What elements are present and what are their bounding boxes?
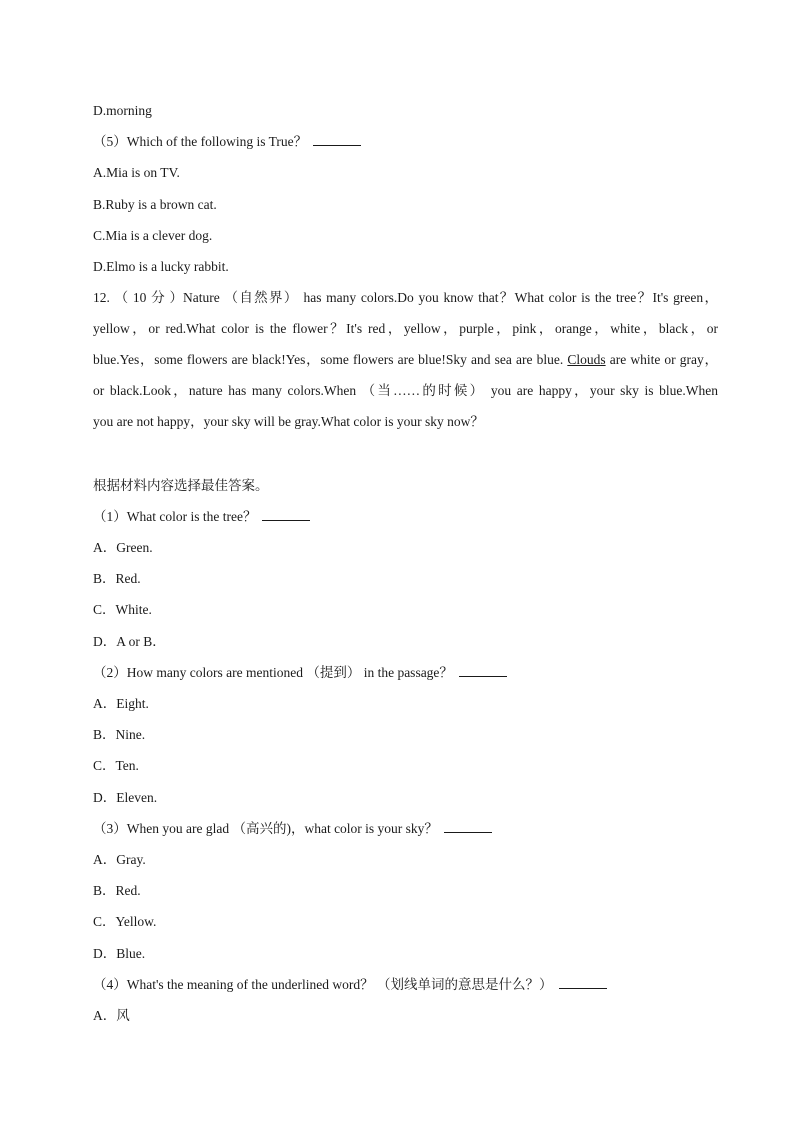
q1-option-a: A．Green. (93, 540, 153, 555)
q3-stem: （3）When you are glad （高兴的)，what color is your sky？ (93, 820, 492, 838)
q4-option-a: A．风 (93, 1008, 130, 1023)
passage-line-3: blue.Yes，some flowers are black!Yes，some flowers are blue!Sky and sea are blue. Clouds are white or gray， (93, 352, 719, 367)
instruction: 根据材料内容选择最佳答案。 (93, 478, 269, 493)
q2-option-d: D．Eleven. (93, 790, 158, 805)
q12-number: 12.（10分） (93, 290, 183, 305)
passage-line-5: you are not happy，your sky will be gray.What color is your sky now？ (93, 414, 484, 429)
answer-blank[interactable] (262, 508, 310, 521)
q2-option-b: B．Nine. (93, 727, 146, 742)
prev-q5-option-c: C.Mia is a clever dog. (93, 228, 213, 243)
passage-line-2: yellow，or red.What color is the flower？It's red，yellow，purple，pink，orange，white，black，or (93, 321, 718, 336)
prev-q5-option-d: D.Elmo is a lucky rabbit. (93, 259, 229, 274)
underlined-word: Clouds (567, 352, 606, 367)
q3-option-c: C．Yellow. (93, 914, 157, 929)
prev-option-d: D.morning (93, 103, 152, 118)
q3-option-b: B．Red. (93, 883, 141, 898)
prev-q5-option-b: B.Ruby is a brown cat. (93, 197, 217, 212)
prev-q5-stem-text: （5）Which of the following is True？ (93, 134, 308, 149)
q1-stem: （1）What color is the tree？ (93, 508, 310, 526)
q4-stem: （4）What's the meaning of the underlined word？ （划线单词的意思是什么？） (93, 976, 607, 994)
passage-line-1: 12.（10分）Nature （自然界） has many colors.Do you know that？What color is the tree？It's green， (93, 282, 718, 313)
q2-stem: （2）How many colors are mentioned （提到） in the passage？ (93, 664, 507, 682)
q1-option-c: C．White. (93, 602, 152, 617)
q3-option-a: A．Gray. (93, 852, 146, 867)
q2-option-c: C．Ten. (93, 758, 139, 773)
answer-blank[interactable] (559, 976, 607, 989)
q2-option-a: A．Eight. (93, 696, 149, 711)
q1-option-b: B．Red. (93, 571, 141, 586)
answer-blank[interactable] (313, 133, 361, 146)
prev-q5-option-a: A.Mia is on TV. (93, 165, 180, 180)
q3-option-d: D．Blue. (93, 946, 146, 961)
q1-option-d: D．A or B． (93, 634, 166, 649)
q12-passage (93, 282, 718, 437)
answer-blank[interactable] (459, 664, 507, 677)
answer-blank[interactable] (444, 820, 492, 833)
prev-q5-stem (93, 133, 361, 151)
passage-line-4: or black.Look，nature has many colors.When （当……的时候） you are happy，your sky is blue.When (93, 383, 718, 398)
